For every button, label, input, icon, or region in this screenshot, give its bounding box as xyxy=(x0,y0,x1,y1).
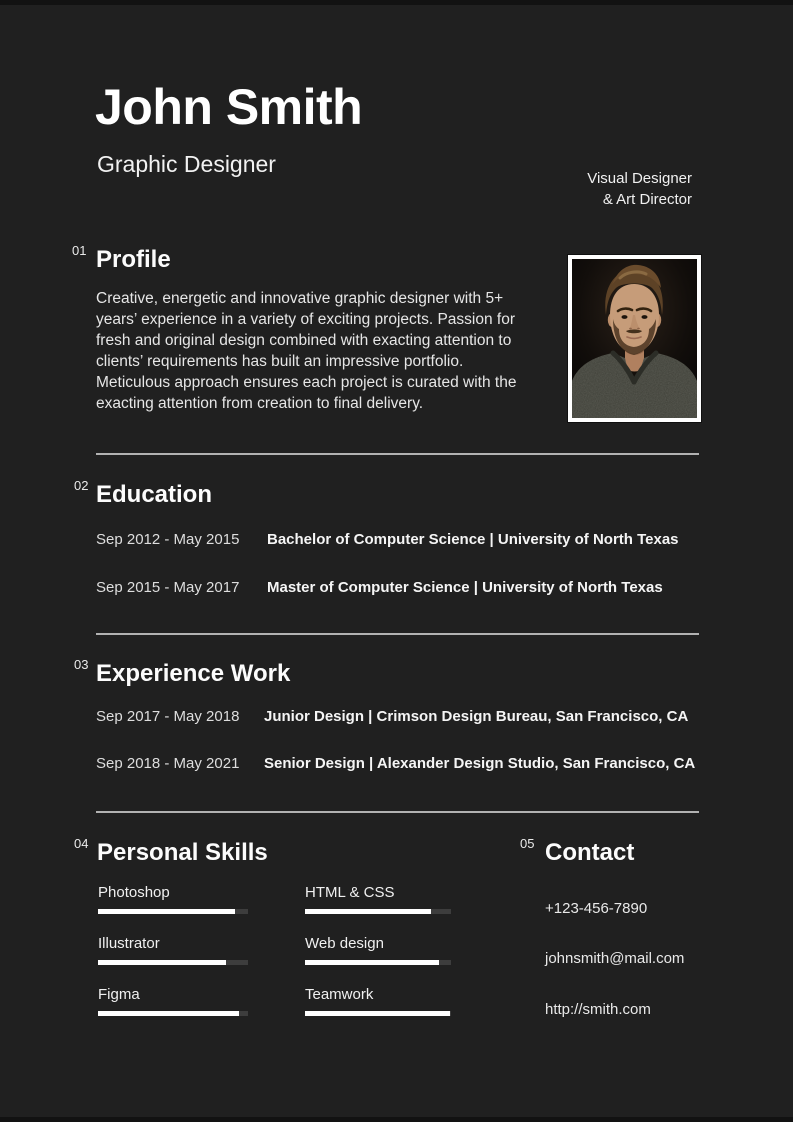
skill-bar-fill xyxy=(98,960,226,965)
skill-bar-track xyxy=(305,960,451,965)
skills-grid xyxy=(98,884,451,1037)
skill-item xyxy=(98,884,248,935)
divider-line xyxy=(96,453,699,455)
skill-bar-track xyxy=(305,1011,451,1016)
contact-section-heading: Contact xyxy=(545,839,635,866)
skill-bar-fill xyxy=(98,909,235,914)
skill-bar-fill xyxy=(305,1011,450,1016)
profile-section-heading: Profile xyxy=(96,246,171,273)
experience-section-number: 03 xyxy=(74,657,89,672)
contact-section-number: 05 xyxy=(520,836,535,851)
profile-summary: Creative, energetic and innovative graphic designer with 5+ years’ experience in a variety of exciting projects. Passion for fresh and original design combined with exacting attention to clients’ requirements has built an impressive portfolio. Meticulous approach ensures each project is curated with the exacting attention from creation to final delivery. xyxy=(96,290,517,412)
divider-line xyxy=(96,633,699,635)
tagline xyxy=(587,168,692,210)
contact-email: johnsmith@mail.com xyxy=(545,950,685,967)
skill-bar-track xyxy=(98,1011,248,1016)
skill-label: Teamwork xyxy=(305,986,374,1003)
skills-section-number: 04 xyxy=(74,836,89,851)
experience-detail: Senior Design | Alexander Design Studio, San Francisco, CA xyxy=(264,755,696,772)
experience-dates: Sep 2018 - May 2021 xyxy=(96,755,240,772)
top-edge-bar xyxy=(0,0,793,5)
education-section-heading: Education xyxy=(96,481,213,508)
skill-bar-track xyxy=(305,909,451,914)
skill-bar-track xyxy=(98,960,248,965)
tagline-line1: Visual Designer xyxy=(587,170,692,187)
education-section-number: 02 xyxy=(74,478,89,493)
bottom-edge-bar xyxy=(0,1117,793,1122)
education-dates: Sep 2012 - May 2015 xyxy=(96,531,240,548)
skill-label: Figma xyxy=(98,986,140,1003)
contact-phone: +123-456-7890 xyxy=(545,900,648,917)
skill-bar-fill xyxy=(305,960,439,965)
skill-item xyxy=(305,986,451,1037)
skill-bar-track xyxy=(98,909,248,914)
education-dates: Sep 2015 - May 2017 xyxy=(96,579,240,596)
skill-item xyxy=(98,986,248,1037)
skill-label: HTML & CSS xyxy=(305,884,395,901)
tagline-line2: & Art Director xyxy=(602,191,692,208)
skill-bar-fill xyxy=(305,909,431,914)
contact-website: http://smith.com xyxy=(545,1001,651,1018)
person-name: John Smith xyxy=(95,79,363,135)
skill-item xyxy=(305,935,451,986)
divider-line xyxy=(96,811,699,813)
skill-label: Illustrator xyxy=(98,935,160,952)
profile-section-number: 01 xyxy=(72,243,87,258)
experience-detail: Junior Design | Crimson Design Bureau, San Francisco, CA xyxy=(264,708,689,725)
portrait-photo-illustration xyxy=(572,259,697,418)
portrait-photo xyxy=(568,255,701,422)
skill-bar-fill xyxy=(98,1011,239,1016)
skill-label: Web design xyxy=(305,935,384,952)
education-detail: Master of Computer Science | University of North Texas xyxy=(267,579,663,596)
skill-item xyxy=(305,884,451,935)
skills-section-heading: Personal Skills xyxy=(97,839,268,866)
skill-label: Photoshop xyxy=(98,884,170,901)
job-title: Graphic Designer xyxy=(97,151,276,177)
education-detail: Bachelor of Computer Science | University of North Texas xyxy=(267,531,679,548)
experience-dates: Sep 2017 - May 2018 xyxy=(96,708,240,725)
experience-section-heading: Experience Work xyxy=(96,660,291,687)
skill-item xyxy=(98,935,248,986)
